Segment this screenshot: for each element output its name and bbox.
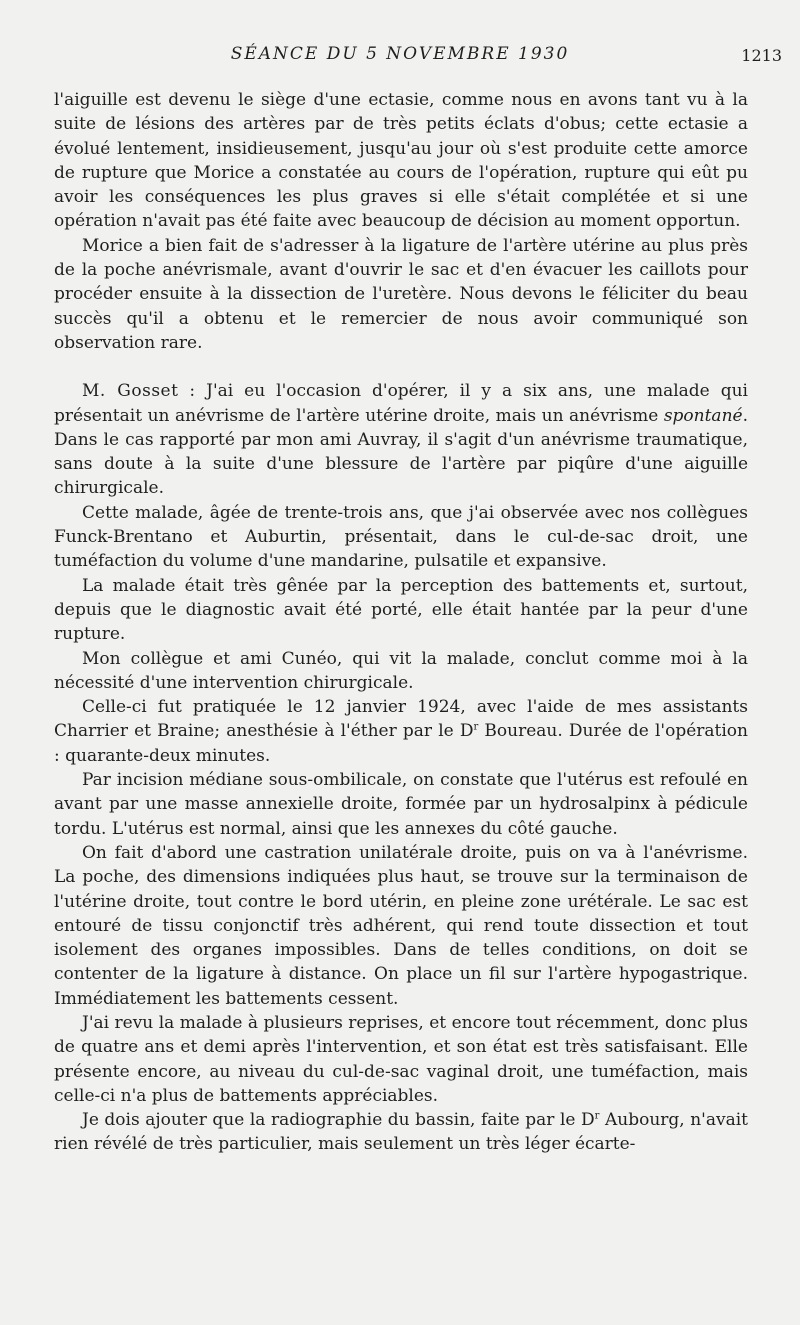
paragraph-7-text-b: Boureau. Durée de l'opération : quarante-deux minutes. (54, 721, 748, 766)
paragraph-7-sup: r (473, 721, 479, 733)
paragraph-3 (54, 379, 748, 500)
running-header (0, 44, 800, 70)
paragraph-4: Cette malade, âgée de trente-trois ans, que j'ai observée avec nos collègues Funck-Brentano et Auburtin, présentait, dans le cul-de-sac droit, une tuméfaction du volume d'une mandarine, pulsatile et expansive. (54, 502, 748, 572)
body-text (54, 88, 748, 1157)
paragraph-2: Morice a bien fait de s'adresser à la ligature de l'artère utérine au plus près de la poche anévrismale, avant d'ouvrir le sac et d'en évacuer les caillots pour procéder ensuite à la dissection de l'uretère. Nous devons le féliciter du beau succès qu'il a obtenu et le remercier de nous avoir communiqué son observation rare. (54, 235, 748, 353)
paragraph-11-text-a: Je dois ajouter que la radiographie du bassin, faite par le D (82, 1110, 595, 1131)
paragraph-6: Mon collègue et ami Cunéo, qui vit la malade, conclut comme moi à la nécessité d'une intervention chirurgicale. (54, 648, 748, 693)
paragraph-11-sup: r (594, 1110, 600, 1122)
paragraph-7-text-a: Celle-ci fut pratiquée le 12 janvier 1924, avec l'aide de mes assistants Charrier et Braine; anesthésie à l'éther par le D (54, 697, 748, 742)
page-number: 1213 (741, 46, 782, 65)
paragraph-11-text-b: Aubourg, n'avait rien révélé de très particulier, mais seulement un très léger écarte- (54, 1110, 749, 1155)
paragraph-5: La malade était très gênée par la perception des battements et, surtout, depuis que le diagnostic avait été porté, elle était hantée par la peur d'une rupture. (54, 575, 748, 645)
paragraph-3-text-a: : J'ai eu l'occasion d'opérer, il y a six ans, une malade qui présentait un anévrisme de l'artère utérine droite, mais un anévrisme (54, 381, 748, 426)
paragraph-9: On fait d'abord une castration unilatérale droite, puis on va à l'anévrisme. La poche, des dimensions indiquées plus haut, se trouve sur la terminaison de l'utérine droite, tout contre le bord utérin, en pleine zone urétérale. Le sac est entouré de tissu conjonctif très adhérent, qui rend toute dissection et tout isolement des organes impossibles. Dans de telles conditions, on doit se contenter de la ligature à distance. On place un fil sur l'artère hypogastrique. Immédiatement les battements cessent. (54, 842, 748, 1009)
paragraph-11 (54, 1108, 748, 1157)
paragraph-7 (54, 695, 748, 768)
paragraph-1: l'aiguille est devenu le siège d'une ectasie, comme nous en avons tant vu à la suite de lésions des artères par de très petits éclats d'obus; cette ectasie a évolué lentement, insidieusement, jusqu'au jour où s'est produite cette amorce de rupture que Morice a constatée au cours de l'opération, rupture qui eût pu avoir les conséquences les plus graves si elle s'était complétée et si une opération n'avait pas été faite avec beaucoup de décision au moment opportun. (54, 90, 748, 232)
paragraph-3-emphasis: spontané (663, 405, 743, 426)
paragraph-8: Par incision médiane sous-ombilicale, on constate que l'utérus est refoulé en avant par une masse annexielle droite, formée par un hydrosalpinx à pédicule tordu. L'utérus est normal, ainsi que les annexes du côté gauche. (54, 770, 748, 839)
header-title: SÉANCE DU 5 NOVEMBRE 1930 (230, 44, 570, 64)
paragraph-3-text-b: . Dans le cas rapporté par mon ami Auvray, il s'agit d'un anévrisme traumatique, sans doute à la suite d'une blessure de l'artère par piqûre d'une aiguille chirurgicale. (54, 405, 748, 499)
speaker-name: M. Gosset (82, 381, 179, 402)
paragraph-10: J'ai revu la malade à plusieurs reprises, et encore tout récemment, donc plus de quatre ans et demi après l'intervention, et son état est très satisfaisant. Elle présente encore, au niveau du cul-de-sac vaginal droit, une tuméfaction, mais celle-ci n'a plus de battements appréciables. (54, 1012, 748, 1106)
